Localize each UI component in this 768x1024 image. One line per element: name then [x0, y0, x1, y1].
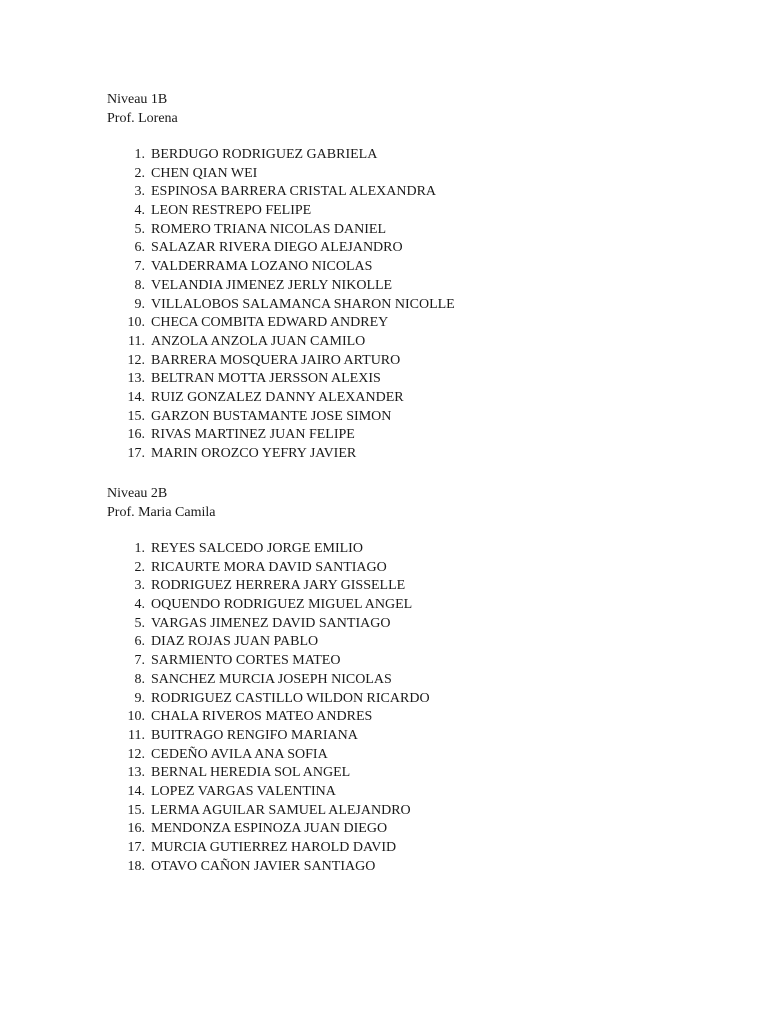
list-item-number: 17.: [127, 840, 145, 855]
list-item-number: 9.: [134, 690, 145, 706]
list-item-number: 16.: [127, 427, 145, 443]
list-item: [107, 596, 707, 615]
student-name: ANZOLA ANZOLA JUAN CAMILO: [151, 333, 366, 349]
student-name: BELTRAN MOTTA JERSSON ALEXIS: [151, 371, 381, 387]
list-item-number: 4.: [134, 597, 145, 613]
student-name: BARRERA MOSQUERA JAIRO ARTURO: [151, 352, 401, 368]
student-name: SARMIENTO CORTES MATEO: [151, 653, 341, 669]
list-item: [107, 277, 707, 296]
list-item-number: 14.: [127, 389, 145, 405]
list-item: [107, 445, 707, 464]
section-level-title: Niveau 1B: [107, 92, 168, 107]
section-teacher: Prof. Maria Camila: [107, 505, 216, 520]
list-item-number: 7.: [134, 653, 145, 669]
list-item: [107, 746, 707, 765]
list-item-number: 13.: [127, 765, 145, 781]
section-teacher: Prof. Lorena: [107, 111, 178, 126]
student-name: MENDONZA ESPINOZA JUAN DIEGO: [151, 821, 388, 837]
list-item: [107, 820, 707, 839]
student-name: RODRIGUEZ CASTILLO WILDON RICARDO: [151, 690, 430, 706]
student-name: LERMA AGUILAR SAMUEL ALEJANDRO: [151, 802, 411, 818]
list-item-number: 5.: [134, 615, 145, 631]
student-name: VARGAS JIMENEZ DAVID SANTIAGO: [151, 615, 391, 631]
list-item: [107, 239, 707, 258]
list-item: [107, 314, 707, 333]
list-item: [107, 408, 707, 427]
list-item-number: 16.: [127, 821, 145, 837]
list-item: [107, 858, 707, 877]
student-name: DIAZ ROJAS JUAN PABLO: [151, 634, 319, 650]
student-name: CHECA COMBITA EDWARD ANDREY: [151, 315, 389, 331]
student-name: OQUENDO RODRIGUEZ MIGUEL ANGEL: [151, 597, 413, 613]
list-item: [107, 671, 707, 690]
student-name: VILLALOBOS SALAMANCA SHARON NICOLLE: [151, 296, 455, 312]
list-item-number: 1.: [134, 147, 145, 162]
section-niveau-2b: [107, 484, 707, 876]
student-name: RICAURTE MORA DAVID SANTIAGO: [151, 559, 387, 575]
list-item: [107, 146, 707, 165]
list-item: [107, 540, 707, 559]
student-name: BERNAL HEREDIA SOL ANGEL: [151, 765, 351, 781]
list-item: [107, 652, 707, 671]
student-name: SALAZAR RIVERA DIEGO ALEJANDRO: [151, 240, 403, 256]
list-item: [107, 802, 707, 821]
list-item-number: 18.: [127, 858, 145, 874]
list-item-number: 10.: [127, 709, 145, 725]
list-item: [107, 708, 707, 727]
list-item: [107, 221, 707, 240]
section-niveau-1b: [107, 90, 707, 464]
section-level-title: Niveau 2B: [107, 486, 168, 501]
list-item-number: 7.: [134, 259, 145, 275]
student-name: BUITRAGO RENGIFO MARIANA: [151, 727, 358, 743]
list-item: [107, 165, 707, 184]
student-list: [107, 146, 707, 464]
list-item-number: 13.: [127, 371, 145, 387]
student-name: ROMERO TRIANA NICOLAS DANIEL: [151, 221, 387, 237]
list-item-number: 8.: [134, 277, 145, 293]
student-name: MURCIA GUTIERREZ HAROLD DAVID: [151, 840, 397, 855]
list-item: [107, 727, 707, 746]
list-item-number: 15.: [127, 408, 145, 424]
list-item-number: 5.: [134, 221, 145, 237]
student-name: RODRIGUEZ HERRERA JARY GISSELLE: [151, 578, 406, 594]
student-name: LEON RESTREPO FELIPE: [151, 203, 312, 219]
student-name: SANCHEZ MURCIA JOSEPH NICOLAS: [151, 671, 392, 687]
student-name: LOPEZ VARGAS VALENTINA: [151, 783, 336, 799]
student-name: CHEN QIAN WEI: [151, 165, 258, 181]
list-item: [107, 764, 707, 783]
list-item: [107, 633, 707, 652]
list-item: [107, 202, 707, 221]
student-list: [107, 540, 707, 876]
list-item: [107, 352, 707, 371]
list-item: [107, 839, 707, 858]
list-item-number: 17.: [127, 446, 145, 461]
student-name: RIVAS MARTINEZ JUAN FELIPE: [151, 427, 355, 443]
student-name: CHALA RIVEROS MATEO ANDRES: [151, 709, 373, 725]
list-item: [107, 258, 707, 277]
list-item-number: 2.: [134, 559, 145, 575]
list-item: [107, 559, 707, 578]
list-item: [107, 183, 707, 202]
list-item-number: 4.: [134, 203, 145, 219]
list-item: [107, 690, 707, 709]
list-item-number: 11.: [128, 333, 145, 349]
list-item-number: 10.: [127, 315, 145, 331]
list-item: [107, 783, 707, 802]
student-name: ESPINOSA BARRERA CRISTAL ALEXANDRA: [151, 184, 437, 200]
list-item: [107, 389, 707, 408]
list-item-number: 3.: [134, 578, 145, 594]
list-item-number: 15.: [127, 802, 145, 818]
list-item: [107, 296, 707, 315]
list-item: [107, 370, 707, 389]
list-item-number: 12.: [127, 352, 145, 368]
list-item-number: 2.: [134, 165, 145, 181]
student-name: OTAVO CAÑON JAVIER SANTIAGO: [151, 858, 376, 874]
list-item-number: 12.: [127, 746, 145, 762]
list-item-number: 6.: [134, 240, 145, 256]
student-name: GARZON BUSTAMANTE JOSE SIMON: [151, 408, 392, 424]
student-name: VALDERRAMA LOZANO NICOLAS: [151, 259, 373, 275]
student-name: CEDEÑO AVILA ANA SOFIA: [151, 746, 328, 762]
list-item-number: 9.: [134, 296, 145, 312]
student-name: REYES SALCEDO JORGE EMILIO: [151, 541, 363, 556]
list-item-number: 11.: [128, 727, 145, 743]
list-item: [107, 426, 707, 445]
list-item-number: 14.: [127, 783, 145, 799]
list-item-number: 8.: [134, 671, 145, 687]
student-name: VELANDIA JIMENEZ JERLY NIKOLLE: [151, 277, 393, 293]
list-item: [107, 333, 707, 352]
list-item-number: 3.: [134, 184, 145, 200]
student-name: RUIZ GONZALEZ DANNY ALEXANDER: [151, 389, 404, 405]
list-item-number: 1.: [134, 541, 145, 556]
list-item-number: 6.: [134, 634, 145, 650]
list-item: [107, 615, 707, 634]
student-name: MARIN OROZCO YEFRY JAVIER: [151, 446, 357, 461]
list-item: [107, 577, 707, 596]
student-name: BERDUGO RODRIGUEZ GABRIELA: [151, 147, 378, 162]
